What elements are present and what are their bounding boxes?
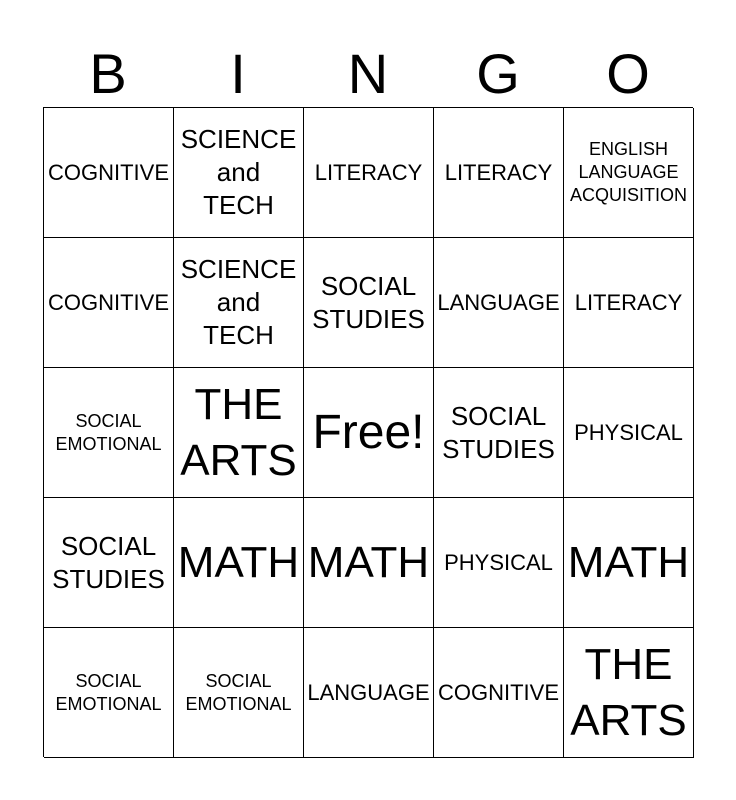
bingo-board [43,107,693,757]
bingo-cell-r4c4: PHYSICAL [434,498,564,628]
bingo-cell-r4c3: MATH [304,498,434,628]
bingo-cell-r3c4: SOCIAL STUDIES [434,368,564,498]
bingo-cell-r2c1: COGNITIVE [44,238,174,368]
header-letter-g: G [476,42,520,105]
bingo-cell-r2c5: LITERACY [564,238,694,368]
bingo-cell-r5c4: COGNITIVE [434,628,564,758]
bingo-cell-r1c1: COGNITIVE [44,108,174,238]
bingo-cell-r4c1: SOCIAL STUDIES [44,498,174,628]
bingo-cell-r2c4: LANGUAGE [434,238,564,368]
header-letter-o: O [606,42,650,105]
bingo-cell-r4c2: MATH [174,498,304,628]
bingo-cell-r4c5: MATH [564,498,694,628]
bingo-cell-r1c2: SCIENCE and TECH [174,108,304,238]
bingo-header [43,40,693,108]
header-letter-i: I [230,42,246,105]
bingo-cell-r5c2: SOCIAL EMOTIONAL [174,628,304,758]
bingo-cell-r2c2: SCIENCE and TECH [174,238,304,368]
bingo-cell-r1c4: LITERACY [434,108,564,238]
bingo-cell-r1c3: LITERACY [304,108,434,238]
header-letter-b: B [89,42,127,105]
header-letter-n: N [347,42,389,105]
bingo-cell-r3c5: PHYSICAL [564,368,694,498]
bingo-cell-r3c1: SOCIAL EMOTIONAL [44,368,174,498]
bingo-free-space: Free! [304,368,434,498]
bingo-cell-r2c3: SOCIAL STUDIES [304,238,434,368]
bingo-cell-r5c3: LANGUAGE [304,628,434,758]
bingo-cell-r3c2: THE ARTS [174,368,304,498]
bingo-cell-r5c1: SOCIAL EMOTIONAL [44,628,174,758]
bingo-cell-r1c5: ENGLISH LANGUAGE ACQUISITION [564,108,694,238]
bingo-cell-r5c5: THE ARTS [564,628,694,758]
